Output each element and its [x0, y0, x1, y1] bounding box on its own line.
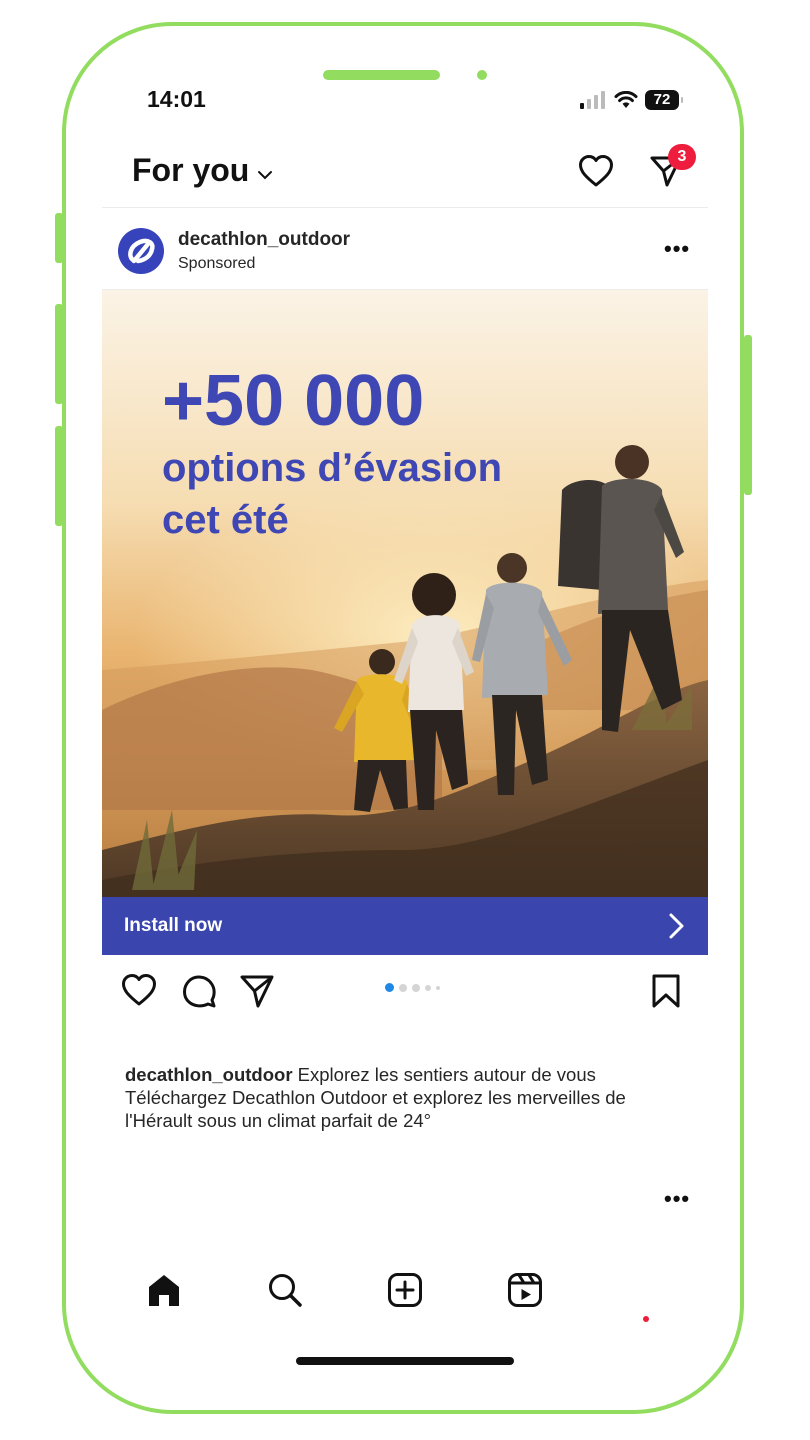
speaker-notch	[323, 70, 440, 80]
decathlon-logo-icon	[118, 228, 164, 274]
cellular-signal-icon	[579, 91, 607, 109]
carousel-indicator	[385, 983, 440, 992]
post-caption	[125, 1063, 685, 1132]
headline-line-2: options d’évasion	[162, 446, 503, 490]
home-icon[interactable]	[146, 1272, 182, 1308]
more-options-button[interactable]: •••	[664, 1186, 691, 1211]
camera-dot	[477, 70, 487, 80]
create-post-icon[interactable]	[387, 1272, 423, 1308]
comment-icon[interactable]	[181, 973, 217, 1009]
search-icon[interactable]	[267, 1272, 303, 1308]
chevron-down-icon	[257, 170, 273, 180]
install-now-button[interactable]	[102, 897, 708, 955]
post-more-options-button[interactable]: •••	[664, 236, 691, 261]
chevron-right-icon	[668, 912, 686, 940]
bookmark-icon[interactable]	[651, 973, 681, 1009]
carousel-dot-active	[385, 983, 394, 992]
carousel-dot	[412, 984, 420, 992]
dm-badge: 3	[668, 144, 696, 170]
carousel-dot	[436, 986, 440, 990]
feed-selector[interactable]	[132, 152, 273, 189]
post-username[interactable]: decathlon_outdoor	[178, 229, 351, 250]
caption-username[interactable]: decathlon_outdoor	[125, 1064, 293, 1085]
headline-number: +50 000	[162, 361, 425, 441]
home-indicator	[296, 1357, 514, 1365]
avatar[interactable]	[118, 228, 164, 274]
carousel-dot	[425, 985, 431, 991]
reels-icon[interactable]	[507, 1272, 543, 1308]
caption-text: Explorez les sentiers autour de vous Téléchargez Decathlon Outdoor et explorez les merveilles de l'Hérault sous un climat parfait de 24°	[125, 1064, 626, 1131]
battery-indicator: 72	[645, 90, 679, 110]
like-heart-icon[interactable]	[121, 973, 157, 1007]
status-icons	[579, 88, 679, 112]
power-button	[744, 335, 752, 495]
feed-title: For you	[132, 152, 250, 188]
profile-notification-dot[interactable]	[643, 1316, 649, 1322]
post-image[interactable]	[102, 290, 708, 897]
cta-label: Install now	[124, 915, 223, 936]
wifi-icon	[614, 91, 638, 109]
notifications-heart-icon[interactable]	[578, 154, 614, 188]
header-divider	[102, 207, 708, 208]
carousel-dot	[399, 984, 407, 992]
sponsored-label: Sponsored	[178, 255, 256, 272]
status-time: 14:01	[147, 86, 206, 112]
headline-line-3: cet été	[162, 498, 289, 542]
share-icon[interactable]	[239, 973, 275, 1009]
